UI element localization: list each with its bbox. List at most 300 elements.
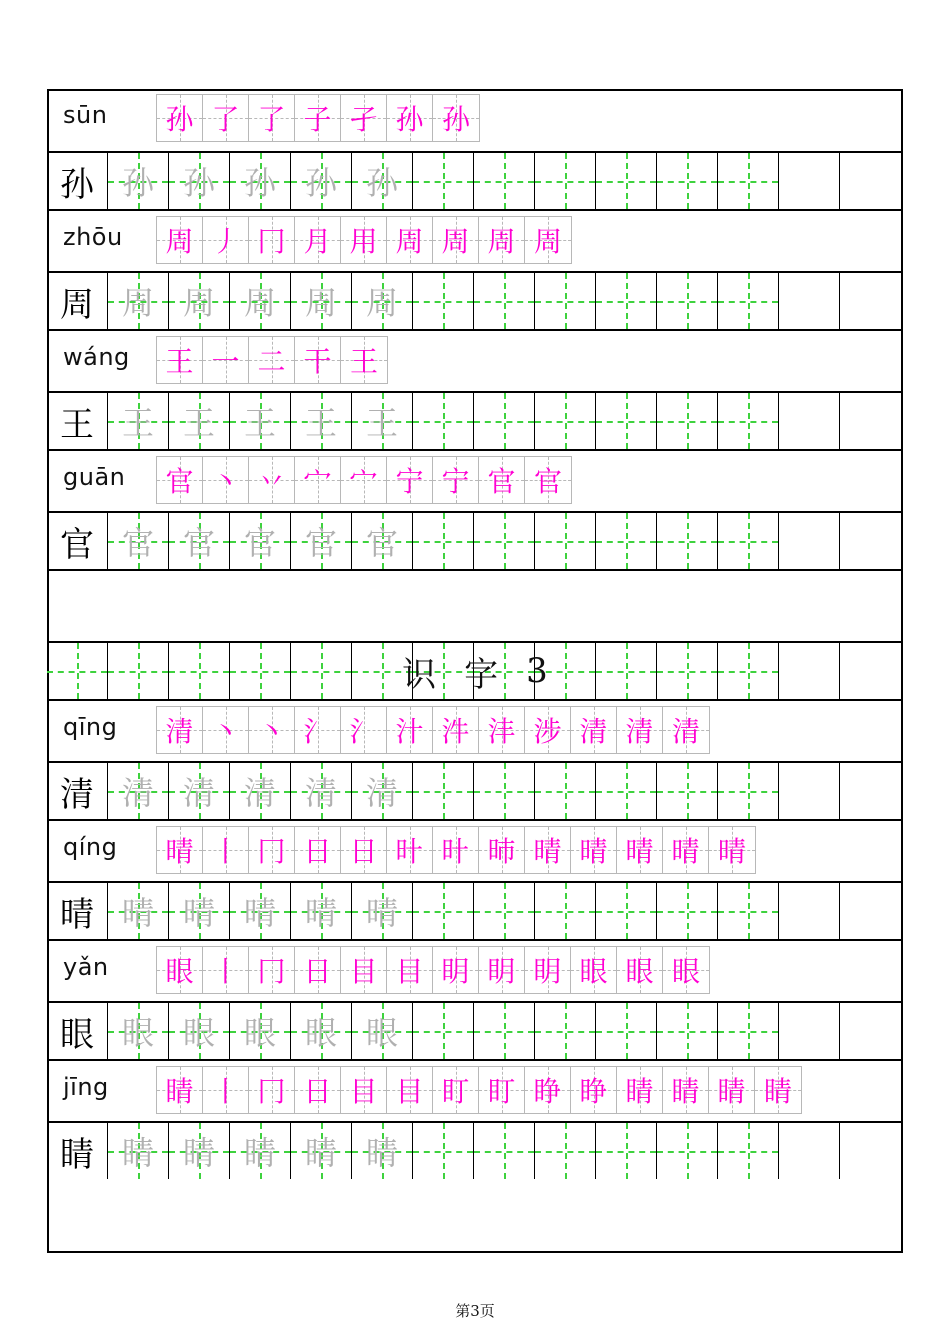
trace-character: 睛 [121, 1134, 154, 1172]
character-row [47, 1121, 903, 1179]
sample-cell [47, 1003, 108, 1059]
stroke-order [156, 826, 756, 874]
lesson-title-row [47, 641, 903, 699]
writing-cell[interactable] [413, 153, 474, 209]
pinyin-row [47, 819, 903, 881]
stroke-step: 孑 [341, 95, 387, 141]
character-sample: 周 [60, 284, 94, 325]
lesson-title-part: 3 [526, 651, 548, 691]
practice-grid [47, 1003, 901, 1059]
stroke-step: 周 [433, 217, 479, 263]
stroke-step: 王 [341, 337, 387, 383]
trace-cell [230, 883, 291, 939]
trace-cell [108, 883, 169, 939]
stroke-step: 目 [341, 947, 387, 993]
trace-character: 孙 [182, 164, 215, 202]
stroke-step: 官 [525, 457, 571, 503]
character-sample: 官 [60, 524, 94, 565]
writing-cell[interactable] [718, 393, 779, 449]
trace-character: 清 [182, 774, 215, 812]
stroke-step: 沣 [479, 707, 525, 753]
sample-cell [47, 273, 108, 329]
trace-cell [169, 153, 230, 209]
writing-cell[interactable] [718, 513, 779, 569]
writing-cell[interactable] [657, 1003, 718, 1059]
trace-character: 孙 [365, 164, 398, 202]
pinyin-label: wáng [63, 343, 130, 371]
writing-cell[interactable] [840, 883, 901, 939]
pinyin-label: jīng [63, 1073, 109, 1101]
stroke-step: 晴 [571, 827, 617, 873]
writing-cell[interactable] [840, 763, 901, 819]
lesson-title-part: 识 [402, 654, 437, 695]
trace-cell [169, 1123, 230, 1179]
writing-cell[interactable] [535, 883, 596, 939]
stroke-step: 眀 [525, 947, 571, 993]
writing-cell[interactable] [779, 393, 840, 449]
writing-cell[interactable] [840, 643, 901, 699]
sample-cell [47, 763, 108, 819]
trace-character: 清 [121, 774, 154, 812]
character-row [47, 391, 903, 449]
writing-cell[interactable] [840, 153, 901, 209]
trace-character: 眼 [304, 1014, 337, 1052]
writing-cell[interactable] [596, 643, 657, 699]
stroke-step: 清 [157, 707, 203, 753]
stroke-step: 丨 [203, 1067, 249, 1113]
trace-character: 王 [365, 404, 398, 442]
writing-cell[interactable] [718, 273, 779, 329]
stroke-step: 睛 [157, 1067, 203, 1113]
stroke-step: 日 [341, 827, 387, 873]
writing-cell[interactable] [108, 643, 169, 699]
writing-cell[interactable] [779, 513, 840, 569]
trace-cell [291, 513, 352, 569]
pinyin-row [47, 699, 903, 761]
stroke-step: 晴 [525, 827, 571, 873]
pinyin-row [47, 89, 903, 151]
sample-cell [47, 393, 108, 449]
trace-cell [230, 1003, 291, 1059]
writing-cell[interactable] [230, 643, 291, 699]
writing-cell[interactable] [657, 1123, 718, 1179]
writing-cell[interactable] [474, 153, 535, 209]
trace-cell [230, 393, 291, 449]
trace-cell [108, 763, 169, 819]
writing-cell[interactable] [657, 643, 718, 699]
writing-cell[interactable] [596, 883, 657, 939]
stroke-step: 睛 [617, 1067, 663, 1113]
character-sample: 睛 [60, 1134, 94, 1175]
practice-grid [47, 393, 901, 449]
writing-cell [47, 643, 108, 699]
trace-cell [352, 763, 413, 819]
writing-cell[interactable] [413, 763, 474, 819]
lesson-title-part: 字 [464, 654, 499, 695]
writing-cell[interactable] [779, 763, 840, 819]
trace-character: 周 [304, 284, 337, 322]
writing-cell[interactable] [657, 393, 718, 449]
stroke-step: 日 [295, 1067, 341, 1113]
trace-character: 晴 [182, 894, 215, 932]
trace-cell [169, 273, 230, 329]
practice-grid [47, 763, 901, 819]
trace-cell [291, 883, 352, 939]
trace-cell [108, 1123, 169, 1179]
writing-cell[interactable] [840, 393, 901, 449]
trace-character: 晴 [121, 894, 154, 932]
writing-cell[interactable] [413, 393, 474, 449]
stroke-step: 眼 [157, 947, 203, 993]
stroke-order [156, 946, 710, 994]
pinyin-label: guān [63, 463, 126, 491]
practice-grid [47, 153, 901, 209]
stroke-step: 周 [387, 217, 433, 263]
writing-cell[interactable] [413, 273, 474, 329]
practice-grid [47, 273, 901, 329]
stroke-step: 孙 [387, 95, 433, 141]
stroke-step: 目 [341, 1067, 387, 1113]
trace-character: 眼 [182, 1014, 215, 1052]
writing-cell[interactable] [474, 1123, 535, 1179]
stroke-step: 清 [663, 707, 709, 753]
stroke-step: 月 [295, 217, 341, 263]
stroke-step: 日 [295, 827, 341, 873]
writing-cell[interactable] [718, 1123, 779, 1179]
stroke-step: 眀 [479, 947, 525, 993]
trace-cell [169, 1003, 230, 1059]
trace-character: 周 [121, 284, 154, 322]
stroke-step: 日 [295, 947, 341, 993]
trace-cell [230, 1123, 291, 1179]
stroke-step: 周 [157, 217, 203, 263]
trace-cell [352, 883, 413, 939]
writing-cell[interactable] [535, 513, 596, 569]
trace-cell [291, 273, 352, 329]
stroke-step: 丶 [203, 707, 249, 753]
stroke-step: 王 [157, 337, 203, 383]
stroke-step: 冂 [249, 217, 295, 263]
writing-cell[interactable] [840, 273, 901, 329]
practice-grid [47, 1123, 901, 1179]
trace-cell [230, 513, 291, 569]
sample-cell [47, 1123, 108, 1179]
trace-character: 官 [243, 524, 276, 562]
trace-cell [352, 273, 413, 329]
writing-cell[interactable] [596, 513, 657, 569]
trace-cell [291, 763, 352, 819]
trace-cell [108, 273, 169, 329]
trace-character: 王 [243, 404, 276, 442]
trace-character: 清 [243, 774, 276, 812]
practice-grid [47, 883, 901, 939]
stroke-step: 氵 [341, 707, 387, 753]
sample-cell [47, 883, 108, 939]
pinyin-row [47, 1059, 903, 1121]
stroke-step: 干 [295, 337, 341, 383]
stroke-step: 昁 [479, 827, 525, 873]
stroke-step: 晴 [157, 827, 203, 873]
stroke-step: 涉 [525, 707, 571, 753]
writing-cell[interactable] [779, 273, 840, 329]
writing-cell[interactable] [718, 883, 779, 939]
stroke-step: 眼 [617, 947, 663, 993]
stroke-step: 丶 [203, 457, 249, 503]
page-number: 第3页 [455, 1302, 495, 1320]
stroke-step: 二 [249, 337, 295, 383]
stroke-step: 一 [203, 337, 249, 383]
writing-cell[interactable] [291, 643, 352, 699]
trace-character: 官 [121, 524, 154, 562]
stroke-step: 晴 [663, 827, 709, 873]
trace-cell [169, 393, 230, 449]
writing-cell[interactable] [596, 273, 657, 329]
stroke-step: 睛 [663, 1067, 709, 1113]
stroke-step: 丨 [203, 947, 249, 993]
writing-cell[interactable] [535, 763, 596, 819]
pinyin-label: sūn [63, 101, 108, 129]
trace-character: 周 [243, 284, 276, 322]
writing-cell[interactable] [474, 763, 535, 819]
writing-cell[interactable] [352, 643, 413, 699]
writing-cell[interactable] [596, 1003, 657, 1059]
trace-character: 睛 [365, 1134, 398, 1172]
stroke-step: 清 [617, 707, 663, 753]
pinyin-row [47, 939, 903, 1001]
stroke-step: 孙 [157, 95, 203, 141]
stroke-order [156, 1066, 802, 1114]
writing-cell[interactable] [169, 643, 230, 699]
trace-cell [108, 513, 169, 569]
character-sample: 眼 [60, 1014, 94, 1055]
trace-character: 晴 [365, 894, 398, 932]
writing-cell[interactable] [779, 1123, 840, 1179]
writing-cell[interactable] [718, 153, 779, 209]
trace-character: 晴 [243, 894, 276, 932]
writing-cell[interactable] [657, 883, 718, 939]
trace-character: 王 [121, 404, 154, 442]
trace-cell [108, 153, 169, 209]
stroke-step: 清 [571, 707, 617, 753]
stroke-step: 盯 [433, 1067, 479, 1113]
trace-cell [291, 1123, 352, 1179]
writing-cell[interactable] [474, 1003, 535, 1059]
stroke-step: 睛 [755, 1067, 801, 1113]
pinyin-row [47, 329, 903, 391]
stroke-order [156, 456, 572, 504]
writing-cell[interactable] [718, 763, 779, 819]
writing-cell[interactable] [657, 273, 718, 329]
stroke-step: 丶 [249, 707, 295, 753]
sample-cell [47, 153, 108, 209]
writing-cell[interactable] [535, 153, 596, 209]
trace-cell [291, 393, 352, 449]
trace-cell [291, 153, 352, 209]
stroke-step: 子 [295, 95, 341, 141]
trace-cell [169, 763, 230, 819]
stroke-step: 孙 [433, 95, 479, 141]
trace-character: 睛 [304, 1134, 337, 1172]
stroke-step: 宁 [387, 457, 433, 503]
stroke-step: 周 [525, 217, 571, 263]
trace-character: 晴 [304, 894, 337, 932]
stroke-step: 丷 [249, 457, 295, 503]
stroke-step: 官 [479, 457, 525, 503]
writing-cell[interactable] [840, 1123, 901, 1179]
writing-cell[interactable] [413, 1123, 474, 1179]
writing-cell[interactable] [535, 1003, 596, 1059]
trace-character: 孙 [304, 164, 337, 202]
character-sample: 清 [60, 774, 94, 815]
stroke-step: 丨 [203, 827, 249, 873]
stroke-step: 睁 [571, 1067, 617, 1113]
trace-character: 睛 [243, 1134, 276, 1172]
character-row [47, 761, 903, 819]
writing-cell[interactable] [779, 153, 840, 209]
character-row [47, 1001, 903, 1059]
trace-character: 清 [304, 774, 337, 812]
stroke-step: 晴 [617, 827, 663, 873]
trace-character: 睛 [182, 1134, 215, 1172]
writing-cell[interactable] [596, 393, 657, 449]
character-row [47, 881, 903, 939]
writing-cell[interactable] [474, 273, 535, 329]
trace-character: 官 [304, 524, 337, 562]
pinyin-row [47, 209, 903, 271]
writing-cell[interactable] [596, 153, 657, 209]
trace-character: 王 [304, 404, 337, 442]
stroke-step: 周 [479, 217, 525, 263]
trace-character: 孙 [243, 164, 276, 202]
pinyin-label: qíng [63, 833, 118, 861]
writing-cell[interactable] [413, 643, 474, 699]
stroke-step: 了 [249, 95, 295, 141]
trace-cell [108, 1003, 169, 1059]
stroke-step: 旪 [433, 827, 479, 873]
character-sample: 孙 [60, 164, 94, 205]
writing-cell[interactable] [474, 883, 535, 939]
trace-cell [352, 513, 413, 569]
stroke-step: 盯 [479, 1067, 525, 1113]
trace-cell [230, 153, 291, 209]
pinyin-row [47, 449, 903, 511]
character-row [47, 271, 903, 329]
stroke-order [156, 216, 572, 264]
trace-cell [352, 1123, 413, 1179]
writing-cell[interactable] [779, 643, 840, 699]
stroke-step: 汁 [387, 707, 433, 753]
character-sample: 王 [60, 404, 94, 445]
writing-cell[interactable] [840, 1003, 901, 1059]
stroke-step: 汼 [433, 707, 479, 753]
writing-cell[interactable] [474, 643, 535, 699]
trace-cell [352, 1003, 413, 1059]
stroke-step: 睁 [525, 1067, 571, 1113]
stroke-step: 官 [157, 457, 203, 503]
trace-character: 眼 [121, 1014, 154, 1052]
writing-cell[interactable] [535, 273, 596, 329]
trace-cell [230, 273, 291, 329]
writing-cell[interactable] [657, 153, 718, 209]
stroke-step: 眀 [433, 947, 479, 993]
writing-cell[interactable] [474, 393, 535, 449]
writing-cell[interactable] [718, 1003, 779, 1059]
writing-cell[interactable] [657, 763, 718, 819]
writing-cell[interactable] [535, 643, 596, 699]
writing-cell[interactable] [779, 883, 840, 939]
writing-cell[interactable] [535, 1123, 596, 1179]
trace-character: 清 [365, 774, 398, 812]
sample-cell [47, 513, 108, 569]
stroke-step: 宀 [295, 457, 341, 503]
stroke-order [156, 94, 480, 142]
writing-cell[interactable] [535, 393, 596, 449]
trace-cell [291, 1003, 352, 1059]
writing-cell[interactable] [474, 513, 535, 569]
trace-character: 官 [182, 524, 215, 562]
pinyin-label: qīng [63, 713, 118, 741]
stroke-step: 晴 [709, 827, 755, 873]
writing-cell[interactable] [596, 763, 657, 819]
writing-cell[interactable] [413, 883, 474, 939]
writing-cell[interactable] [779, 1003, 840, 1059]
stroke-step: 氵 [295, 707, 341, 753]
stroke-step: 了 [203, 95, 249, 141]
stroke-step: 眼 [663, 947, 709, 993]
stroke-step: 目 [387, 1067, 433, 1113]
blank-row [47, 569, 903, 641]
practice-grid [47, 643, 901, 699]
character-row [47, 511, 903, 569]
stroke-step: 睛 [709, 1067, 755, 1113]
trace-cell [169, 883, 230, 939]
writing-cell[interactable] [596, 1123, 657, 1179]
character-row [47, 151, 903, 209]
writing-cell[interactable] [840, 513, 901, 569]
trace-character: 官 [365, 524, 398, 562]
stroke-step: 冂 [249, 1067, 295, 1113]
stroke-step: 用 [341, 217, 387, 263]
practice-grid [47, 513, 901, 569]
stroke-step: 目 [387, 947, 433, 993]
writing-cell[interactable] [413, 1003, 474, 1059]
trace-character: 王 [182, 404, 215, 442]
trace-cell [352, 153, 413, 209]
stroke-step: 丿 [203, 217, 249, 263]
trace-cell [108, 393, 169, 449]
trace-character: 周 [182, 284, 215, 322]
trace-character: 眼 [365, 1014, 398, 1052]
writing-cell[interactable] [718, 643, 779, 699]
trace-character: 周 [365, 284, 398, 322]
stroke-step: 冂 [249, 827, 295, 873]
stroke-step: 眼 [571, 947, 617, 993]
trace-character: 眼 [243, 1014, 276, 1052]
trace-cell [352, 393, 413, 449]
writing-cell[interactable] [657, 513, 718, 569]
trace-character: 孙 [121, 164, 154, 202]
stroke-order [156, 336, 388, 384]
stroke-order [156, 706, 710, 754]
stroke-step: 冂 [249, 947, 295, 993]
stroke-step: 宁 [433, 457, 479, 503]
stroke-step: 宀 [341, 457, 387, 503]
writing-cell[interactable] [413, 513, 474, 569]
pinyin-label: zhōu [63, 223, 123, 251]
character-sample: 晴 [60, 894, 94, 935]
pinyin-label: yǎn [63, 953, 109, 981]
trace-cell [230, 763, 291, 819]
